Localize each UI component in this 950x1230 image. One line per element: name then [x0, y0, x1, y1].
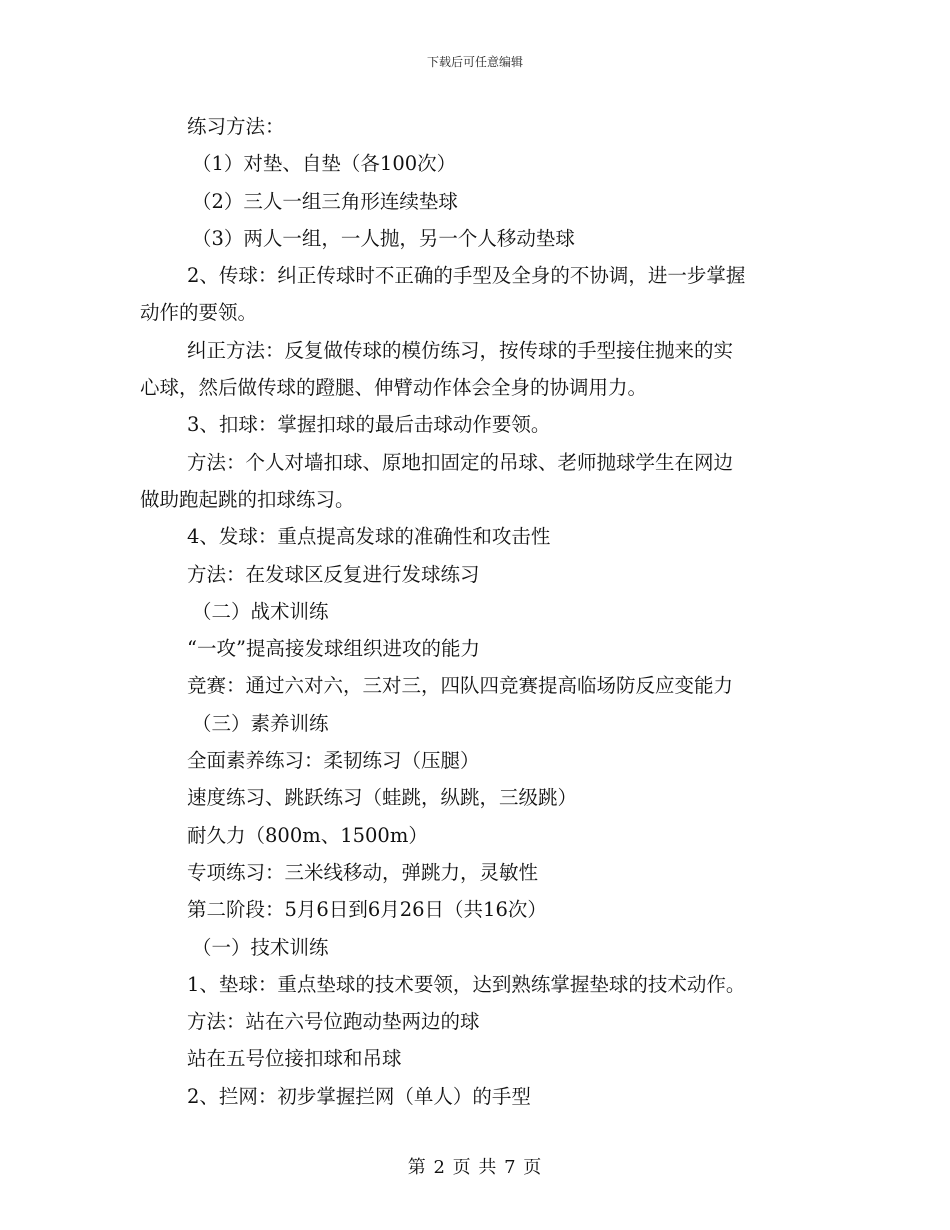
text-line: （1）对垫、自垫（各100次） [192, 152, 457, 176]
text-line: 3、扣球：掌握扣球的最后击球动作要领。 [187, 413, 551, 437]
text-line: 方法：个人对墙扣球、原地扣固定的吊球、老师抛球学生在网边 [187, 450, 734, 474]
text-line: （一）技术训练 [192, 935, 329, 959]
text-line: 竞赛：通过六对六，三对三，四队四竞赛提高临场防反应变能力 [187, 674, 734, 698]
text-line: 纠正方法：反复做传球的模仿练习，按传球的手型接住抛来的实 [187, 338, 734, 362]
text-line: 心球，然后做传球的蹬腿、伸臂动作体会全身的协调用力。 [140, 376, 648, 400]
text-line: 2、拦网：初步掌握拦网（单人）的手型 [187, 1084, 531, 1108]
text-line: 做助跑起跳的扣球练习。 [140, 487, 355, 511]
text-line: （2）三人一组三角形连续垫球 [192, 189, 458, 213]
page-header: 下载后可任意编辑 [426, 55, 523, 69]
text-line: 方法：在发球区反复进行发球练习 [187, 562, 480, 586]
text-line: 动作的要领。 [140, 301, 258, 325]
text-line: 2、传球：纠正传球时不正确的手型及全身的不协调，进一步掌握 [187, 264, 746, 288]
text-line: 1、垫球：重点垫球的技术要领，达到熟练掌握垫球的技术动作。 [187, 972, 746, 996]
text-line: 第二阶段：5月6日到6月26日（共16次） [187, 898, 547, 922]
text-line: 方法：站在六号位跑动垫两边的球 [187, 1010, 480, 1034]
text-line: 全面素养练习：柔韧练习（压腿） [187, 749, 480, 773]
text-line: 专项练习：三米线移动，弹跳力，灵敏性 [187, 860, 539, 884]
text-line: “一攻”提高接发球组织进攻的能力 [187, 637, 480, 661]
text-line: 练习方法： [187, 115, 285, 138]
document-body [140, 108, 820, 1115]
text-line: 站在五号位接扣球和吊球 [187, 1047, 402, 1071]
text-line: （二）战术训练 [192, 599, 329, 623]
text-line: （3）两人一组，一人抛，另一个人移动垫球 [192, 226, 575, 250]
page-footer: 第 2 页 共 7 页 [407, 1157, 543, 1178]
text-line: （三）素养训练 [192, 711, 329, 735]
text-line: 4、发球：重点提高发球的准确性和攻击性 [187, 525, 551, 549]
text-line: 耐久力（800m、1500m） [187, 823, 428, 847]
text-line: 速度练习、跳跃练习（蛙跳，纵跳，三级跳） [187, 786, 578, 810]
